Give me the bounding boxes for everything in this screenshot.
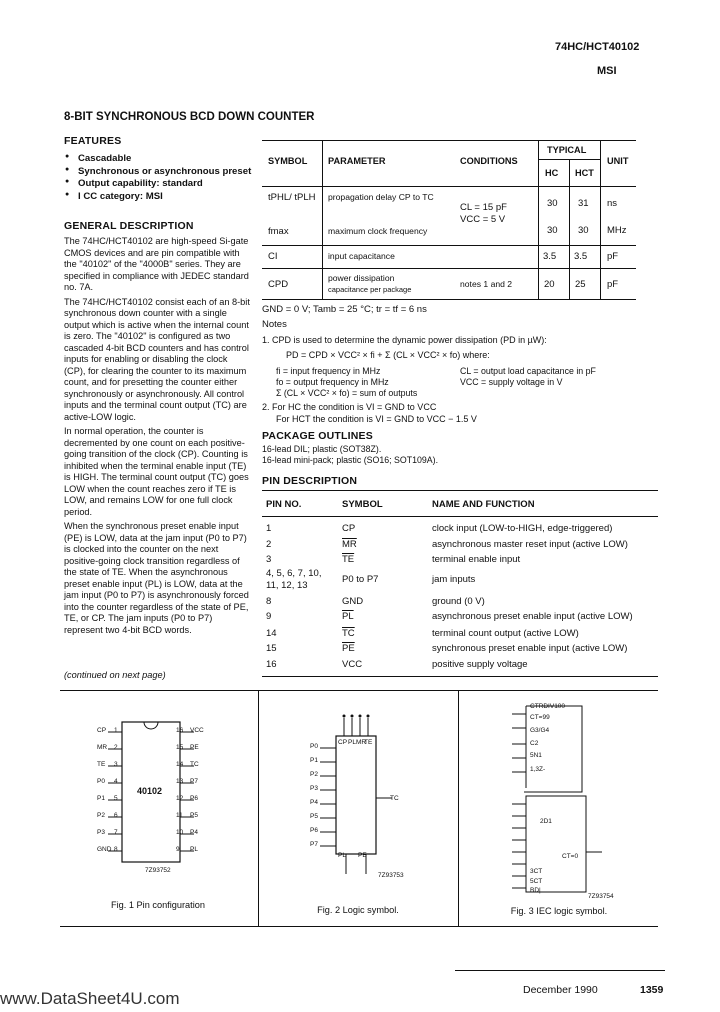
- spec-hc: 20: [544, 279, 555, 290]
- fig2-left-pin: P7: [310, 841, 318, 848]
- footer-date: December 1990: [523, 984, 598, 996]
- note-2a: 2. For HC the condition is VI = GND to VCC: [262, 402, 437, 412]
- package-heading: PACKAGE OUTLINES: [262, 430, 373, 442]
- left-pin-number: 6: [114, 812, 118, 819]
- col-pin-no: PIN NO.: [266, 499, 302, 510]
- right-pin-name: P4: [190, 829, 198, 836]
- feature-item: ● Synchronous or asynchronous preset: [64, 166, 264, 178]
- spec-hct: 31: [578, 198, 589, 209]
- right-pin-name: PE: [190, 744, 199, 751]
- feature-item: ● Cascadable: [64, 153, 264, 165]
- pin-function: ground (0 V): [432, 596, 485, 607]
- fig2-pin-pl-bottom: PL: [338, 852, 346, 859]
- pin-symbol: $\overline{MR}$: [342, 539, 357, 550]
- right-pin-number: 16: [176, 727, 184, 734]
- iec-label: 5CT: [530, 878, 543, 885]
- col-hct: HCT: [575, 168, 594, 178]
- description-paragraph: In normal operation, the counter is decremented by one count on each positive-going transition of the clock (CP). Counting is inhibited when the terminal enable input (TE) is HIGH. The terminal count output (TC) goes LOW when the count reaches zero if TE is LOW, and remains LOW for one full clock period.: [64, 426, 249, 517]
- spec-parameter: maximum clock frequency: [328, 226, 428, 236]
- spec-unit: pF: [607, 279, 619, 290]
- note-def: VCC = supply voltage in V: [460, 377, 563, 387]
- general-description-heading: GENERAL DESCRIPTION: [64, 220, 194, 232]
- note-2b: For HCT the condition is VI = GND to VCC − 1.5 V: [276, 414, 477, 424]
- iec-logic-symbol-diagram: [460, 700, 658, 900]
- right-pin-name: P6: [190, 795, 198, 802]
- iec-label: C2: [530, 740, 539, 747]
- pin-symbol: GND: [342, 596, 364, 607]
- pin-symbol: CP: [342, 523, 356, 534]
- right-pin-name: PL: [190, 846, 198, 853]
- iec-label: BD|: [530, 887, 541, 894]
- pin-number: 3: [266, 554, 272, 565]
- fig2-pin-pl: PL: [348, 739, 356, 746]
- right-pin-number: 10: [176, 829, 184, 836]
- spec-condition-vcc: VCC = 5 V: [460, 214, 506, 225]
- col-unit: UNIT: [607, 156, 629, 166]
- figure-1-caption: Fig. 1 Pin configuration: [111, 900, 205, 910]
- fig2-left-pin: P4: [310, 799, 318, 806]
- spec-hc: 30: [547, 198, 558, 209]
- fig2-left-pin: P1: [310, 757, 318, 764]
- figure-3-caption: Fig. 3 IEC logic symbol.: [510, 906, 608, 916]
- col-parameter: PARAMETER: [328, 156, 386, 166]
- fig2-pin-mr: MR: [356, 739, 367, 746]
- iec-label: CT=99: [530, 714, 550, 721]
- pin-number: 1: [266, 523, 272, 534]
- pin-function: clock input (LOW-to-HIGH, edge-triggered): [432, 523, 613, 534]
- spec-parameter: input capacitance: [328, 251, 395, 261]
- note-1: 1. CPD is used to determine the dynamic power dissipation (PD in µW):: [262, 335, 547, 345]
- fig2-left-pin: P5: [310, 813, 318, 820]
- right-pin-name: VCC: [190, 727, 204, 734]
- fig2-left-pin: P3: [310, 785, 318, 792]
- right-pin-number: 11: [176, 812, 183, 819]
- left-pin-name: P0: [97, 778, 105, 785]
- page-number: 1359: [640, 984, 664, 996]
- pin-function: asynchronous preset enable input (active LOW): [432, 611, 633, 622]
- pin-number: 9: [266, 611, 272, 622]
- left-pin-name: GND: [97, 846, 112, 853]
- pin-number: 2: [266, 539, 272, 550]
- fig2-left-pin: P2: [310, 771, 318, 778]
- spec-hct: 25: [575, 279, 586, 290]
- pin-symbol: $\overline{TE}$: [342, 554, 355, 565]
- pin-number: 15: [266, 643, 277, 654]
- left-pin-name: P1: [97, 795, 105, 802]
- spec-symbol: fmax: [268, 226, 289, 237]
- spec-parameter-sub: capacitance per package: [328, 285, 412, 294]
- iec-label: 5N1: [530, 752, 542, 759]
- left-pin-number: 4: [114, 778, 118, 785]
- feature-item: ● Output capability: standard: [64, 178, 264, 190]
- package-line: 16-lead DIL; plastic (SOT38Z).: [262, 444, 382, 454]
- left-pin-number: 1: [114, 727, 118, 734]
- pin-function: synchronous preset enable input (active LOW): [432, 643, 628, 654]
- figure-code: 7Z93754: [588, 893, 614, 900]
- conditions-note: GND = 0 V; Tamb = 25 °C; tr = tf = 6 ns: [262, 304, 427, 315]
- pin-function: terminal enable input: [432, 554, 521, 565]
- pin-symbol: VCC: [342, 659, 363, 670]
- spec-table: [262, 140, 636, 300]
- note-def: Σ (CL × VCC² × fo) = sum of outputs: [276, 388, 418, 398]
- col-symbol: SYMBOL: [268, 156, 308, 166]
- iec-label: 3CT: [530, 868, 543, 875]
- fig2-pin-tc: TC: [390, 795, 399, 802]
- iec-label: G3/G4: [530, 727, 550, 734]
- spec-parameter: power dissipation: [328, 273, 395, 283]
- left-pin-name: P3: [97, 829, 105, 836]
- right-pin-number: 14: [176, 761, 184, 768]
- left-pin-name: TE: [97, 761, 106, 768]
- spec-hct: 3.5: [574, 251, 588, 262]
- features-heading: FEATURES: [64, 135, 122, 147]
- fig2-pin-cp: CP: [338, 739, 348, 746]
- iec-label: CT=0: [562, 853, 579, 860]
- logic-symbol-diagram: [260, 700, 456, 890]
- pin-number: 16: [266, 659, 277, 670]
- iec-label: 2D1: [540, 818, 552, 825]
- spec-unit: pF: [607, 251, 619, 262]
- right-pin-number: 12: [176, 795, 184, 802]
- col-conditions: CONDITIONS: [460, 156, 518, 166]
- right-pin-number: 13: [176, 778, 184, 785]
- pin-function: terminal count output (active LOW): [432, 628, 579, 639]
- right-pin-name: P5: [190, 812, 198, 819]
- fig2-left-pin: P6: [310, 827, 318, 834]
- pin-function: asynchronous master reset input (active LOW): [432, 539, 628, 550]
- left-pin-number: 8: [114, 846, 118, 853]
- right-pin-name: TC: [190, 761, 199, 768]
- col-name-function: NAME AND FUNCTION: [432, 499, 535, 510]
- spec-unit: ns: [607, 198, 618, 209]
- fig2-pin-te: TE: [364, 739, 373, 746]
- figure-code: 7Z93753: [378, 872, 404, 879]
- watermark: www.DataSheet4U.com: [0, 989, 180, 1008]
- pin-number: 14: [266, 628, 277, 639]
- left-pin-name: MR: [97, 744, 108, 751]
- pin-symbol: $\overline{PE}$: [342, 643, 355, 654]
- pin-function: jam inputs: [432, 574, 476, 585]
- pin-number: 4, 5, 6, 7, 10, 11, 12, 13: [266, 568, 322, 591]
- left-pin-number: 3: [114, 761, 118, 768]
- col-hc: HC: [545, 168, 559, 178]
- notes-heading: Notes: [262, 319, 287, 330]
- note-formula: PD = CPD × VCC² × fi + Σ (CL × VCC² × fo) where:: [286, 350, 490, 360]
- continued-note: (continued on next page): [64, 670, 166, 680]
- description-paragraph: The 74HC/HCT40102 are high-speed Si-gate CMOS devices and are pin compatible with the "40102" of the "4000B" series. They are specified in compliance with JEDEC standard no. 7A.: [64, 236, 249, 292]
- note-def: fo = output frequency in MHz: [276, 377, 389, 387]
- general-description: [64, 236, 250, 639]
- spec-hct: 30: [578, 225, 589, 236]
- right-pin-number: 9: [176, 846, 180, 853]
- pin-description-heading: PIN DESCRIPTION: [262, 475, 358, 487]
- spec-hc: 3.5: [543, 251, 557, 262]
- pin-number: 8: [266, 596, 272, 607]
- left-pin-number: 7: [114, 829, 118, 836]
- pin-table: [262, 490, 658, 680]
- spec-hc: 30: [547, 225, 558, 236]
- col-typical: TYPICAL: [547, 145, 587, 155]
- left-pin-number: 5: [114, 795, 118, 802]
- pin-symbol: P0 to P7: [342, 574, 379, 585]
- pin-symbol: $\overline{TC}$: [342, 628, 355, 639]
- spec-conditions: notes 1 and 2: [460, 279, 513, 289]
- right-pin-number: 15: [176, 744, 184, 751]
- col-symbol: SYMBOL: [342, 499, 383, 510]
- description-paragraph: The 74HC/HCT40102 consist each of an 8-bit synchronous down counter with a single output which is active when the internal count is zero. The "40102" is configured as two cascaded 4-bit BCD counters and has control inputs for enabling or disabling the clock (CP), for clearing the counter to its maximum count, and for presetting the counter either synchronously or asynchronously. All control inputs and the terminal count output (TC) are active-LOW logic.: [64, 296, 250, 422]
- iec-label: 1,3Z-: [530, 766, 546, 773]
- page-title: 8-BIT SYNCHRONOUS BCD DOWN COUNTER: [64, 111, 315, 123]
- left-pin-number: 2: [114, 744, 118, 751]
- chip-label: 40102: [137, 786, 163, 796]
- iec-label: CTRDIV100: [530, 703, 566, 710]
- note-def: fi = input frequency in MHz: [276, 366, 381, 376]
- features-list: [64, 153, 264, 204]
- spec-condition-load: CL = 15 pF: [460, 202, 507, 213]
- right-pin-name: P7: [190, 778, 198, 785]
- part-number: 74HC/HCT40102: [555, 41, 640, 53]
- feature-item: ● I CC category: MSI: [64, 191, 264, 203]
- spec-symbol: CI: [268, 251, 278, 262]
- fig2-pin-pe: PE: [358, 852, 367, 859]
- figure-code: 7Z93752: [145, 867, 171, 874]
- left-pin-name: P2: [97, 812, 105, 819]
- pin-symbol: $\overline{PL}$: [342, 611, 354, 622]
- note-def: CL = output load capacitance in pF: [460, 366, 596, 376]
- description-paragraph: When the synchronous preset enable input (PE) is LOW, data at the jam input (P0 to P7) is clocked into the counter on the next positive-going clock transition regardless of the state of TE. When the asynchronous preset enable input (PL) is LOW, data at the jam input (P0 to P7) is asynchronously forced into the counter regardless of the state of PE, TE, or CP. The jam inputs (P0 to P7) represent two 4-bit BCD words.: [64, 521, 249, 635]
- fig2-left-pin: P0: [310, 743, 318, 750]
- figure-2-caption: Fig. 2 Logic symbol.: [317, 905, 399, 915]
- spec-symbol: tPHL/ tPLH: [268, 192, 316, 203]
- left-pin-name: CP: [97, 727, 107, 734]
- spec-parameter: propagation delay CP to TC: [328, 192, 434, 202]
- package-line: 16-lead mini-pack; plastic (SO16; SOT109A).: [262, 455, 439, 465]
- category: MSI: [597, 65, 617, 77]
- pin-function: positive supply voltage: [432, 659, 528, 670]
- spec-symbol: CPD: [268, 279, 289, 290]
- spec-unit: MHz: [607, 225, 627, 236]
